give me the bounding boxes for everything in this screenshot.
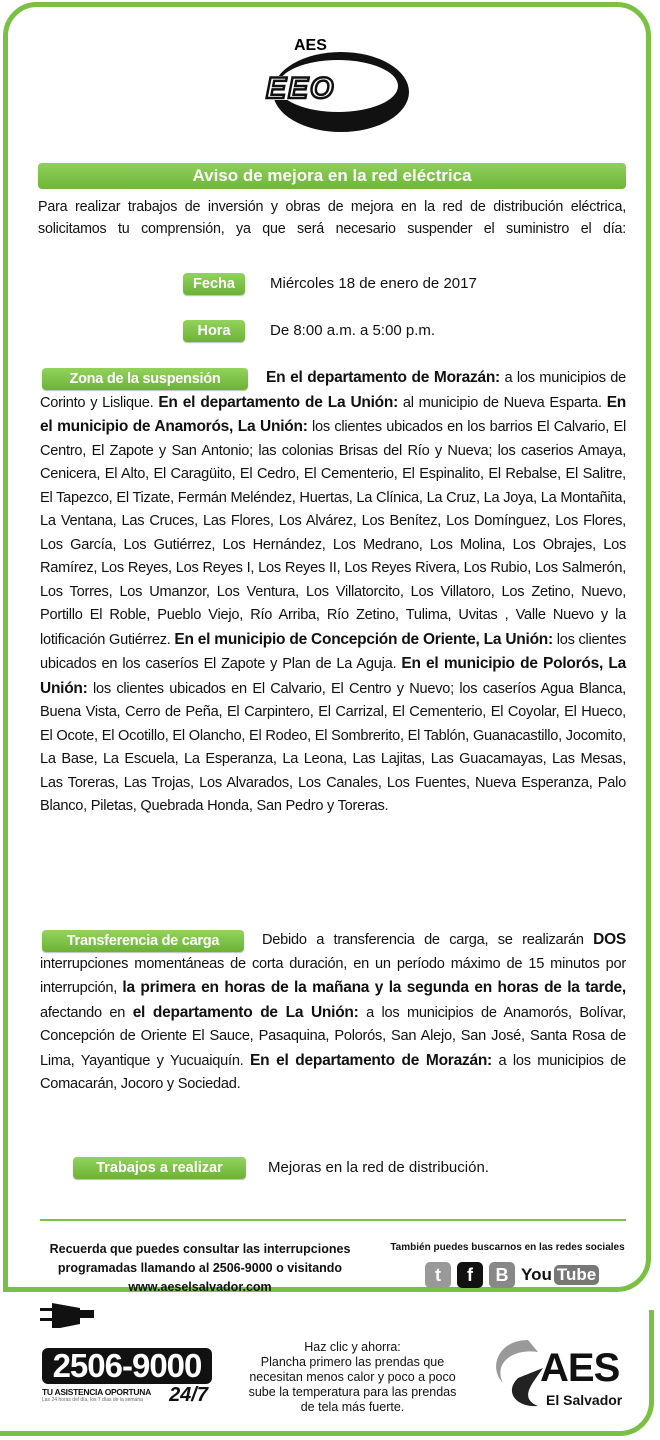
tip-title: Haz clic y ahorra: [304, 1340, 401, 1354]
plug-icon [40, 1300, 96, 1335]
aes-text: AES [540, 1346, 620, 1390]
date-value: Miércoles 18 de enero de 2017 [270, 275, 477, 292]
aes-subtitle: El Salvador [546, 1392, 623, 1408]
phone-badge [42, 1347, 212, 1406]
bold-segment: En el departamento de Morazán: [250, 1051, 492, 1069]
time-label: Hora [183, 320, 245, 342]
aes-eeo-logo [246, 30, 416, 140]
phone-247: 24/7 [169, 1384, 208, 1406]
facebook-icon[interactable]: f [457, 1262, 483, 1288]
transfer-paragraph [40, 928, 626, 1097]
text-segment: afectando en [40, 1004, 133, 1021]
text-segment: interrupciones momentáneas de corta duración, en un período máximo de 15 minutos por interrupción, [40, 955, 626, 996]
phone-small-text: Las 24 horas del día, los 7 días de la semana [42, 1397, 143, 1403]
text-segment: a los municipios de Corinto y Lislique. [40, 370, 626, 411]
text-segment: los clientes ubicados en El Calvario, El Centro y Nuevo; los caseríos Agua Blanca, Buena Vista, Cerro de Peña, El Carpintero, El Carrizal, El Cementerio, El Coyolar, El Hueco, El Ocote, El Ocotillo, El Olancho, El Rodeo, El Sombrerito, El Tablón, Guanacastillo, Jocomito, La Base, La Escuela, La Esperanza, La Leona, Las Lajitas, Las Guacamayas, Las Mesas, Las Toreras, Las Trojas, Los Alvarados, Los Canales, Los Fuentes, Nueva Esperanza, Palo Blanco, Piletas, Quebrada Honda, San Pedro y Toreras. [40, 680, 626, 814]
divider [40, 1219, 626, 1221]
energy-tip [240, 1340, 465, 1415]
text-segment: a los municipios de Comacarán, Jocoro y Sociedad. [40, 1052, 626, 1092]
twitter-icon[interactable]: t [425, 1262, 451, 1288]
bold-segment: En el municipio de Polorós, La Unión: [40, 655, 626, 697]
zone-label: Zona de la suspensión [42, 368, 248, 390]
svg-text:EEO: EEO [266, 72, 336, 105]
text-segment: a los municipios de Anamorós, Bolívar, Concepción de Oriente El Sauce, Pasaquina, Polorós, San Alejo, San José, Santa Rosa de Lima, Yayantique y Yucuaiquín. [40, 1004, 626, 1069]
intro-text: Para realizar trabajos de inversión y obras de mejora en la red de distribución eléctrica, solicitamos tu comprensión, ya que será necesario suspender el suministro el día: [38, 199, 626, 237]
contact-info [40, 1240, 360, 1297]
social-icons [425, 1262, 599, 1288]
bold-segment: En el municipio de Concepción de Oriente, La Unión: [174, 630, 553, 648]
notice-title: Aviso de mejora en la red eléctrica [38, 163, 626, 189]
works-value: Mejoras en la red de distribución. [268, 1159, 489, 1176]
bold-segment: En el municipio de Anamorós, La Unión: [40, 393, 626, 435]
tip-body: Plancha primero las prendas que necesitan menos calor y poco a poco sube la temperatura para las prendas de tela más fuerte. [248, 1355, 457, 1414]
bold-segment: En el departamento de Morazán: [266, 369, 500, 386]
time-value: De 8:00 a.m. a 5:00 p.m. [270, 322, 436, 339]
blogger-icon[interactable]: B [489, 1262, 515, 1288]
text-segment: los clientes ubicados en los barrios El Calvario, El Centro, El Zapote y San Antonio; las colonias Brisas del Río y Nueva; los caserios Amaya, Cenicera, El Alto, El Caragüito, El Cedro, El Cementerio, El Espinalito, El Rebalse, El Salitre, El Tapezco, El Tizate, Fermán Meléndez, Huertas, La Clínica, La Cruz, La Joya, La Montañita, La Ventana, Las Cruces, Las Flores, Los Alvárez, Los Benítez, Los Domínguez, Los Flores, Los García, Los Gutiérrez, Los Hernández, Los Medrano, Los Molina, Los Obrajes, Los Ramírez, Los Reyes, Los Reyes I, Los Reyes II, Los Reyes Rivera, Los Rubio, Los Salmerón, Los Torres, Los Umanzor, Los Ventura, Los Villatorcito, Los Villatoro, Los Zetino, Nuevo, Portillo El Roble, Pueblo Viejo, Río Arriba, Río Zetino, Tulima, Uvitas , Valle Nuevo y la lotificación Gutiérrez. [40, 419, 626, 648]
bold-segment: DOS [593, 931, 626, 948]
svg-text:AES: AES [294, 37, 327, 54]
contact-text: Recuerda que puedes consultar las interrupciones programadas llamando al 2506-9000 o visitando [49, 1242, 351, 1275]
social-caption: También puedes buscarnos en las redes sociales [390, 1242, 625, 1253]
zone-paragraph [40, 366, 626, 819]
text-segment: Debido a transferencia de carga, se realizarán [262, 932, 594, 948]
text-segment: los clientes ubicados en los caseríos El Zapote y Plan de La Aguja. [40, 631, 626, 672]
works-label: Trabajos a realizar [73, 1157, 246, 1179]
bold-segment: la primera en horas de la mañana y la segunda en horas de la tarde, [122, 979, 626, 996]
bold-segment: el departamento de La Unión: [132, 1003, 359, 1021]
date-label: Fecha [183, 273, 245, 295]
text-segment: al municipio de Nueva Esparta. [398, 394, 607, 411]
bold-segment: En el departamento de La Unión: [158, 393, 399, 411]
phone-tagline: TU ASISTENCIA OPORTUNA [42, 1387, 151, 1397]
transfer-label: Transferencia de carga [42, 930, 244, 952]
youtube-icon[interactable] [521, 1265, 599, 1285]
aes-el-salvador-logo [488, 1338, 628, 1410]
phone-number: 2506-9000 [42, 1348, 212, 1384]
website-link[interactable]: www.aeselsalvador.com [128, 1280, 272, 1294]
youtube-you: You [521, 1265, 552, 1284]
youtube-tube: Tube [554, 1265, 599, 1285]
